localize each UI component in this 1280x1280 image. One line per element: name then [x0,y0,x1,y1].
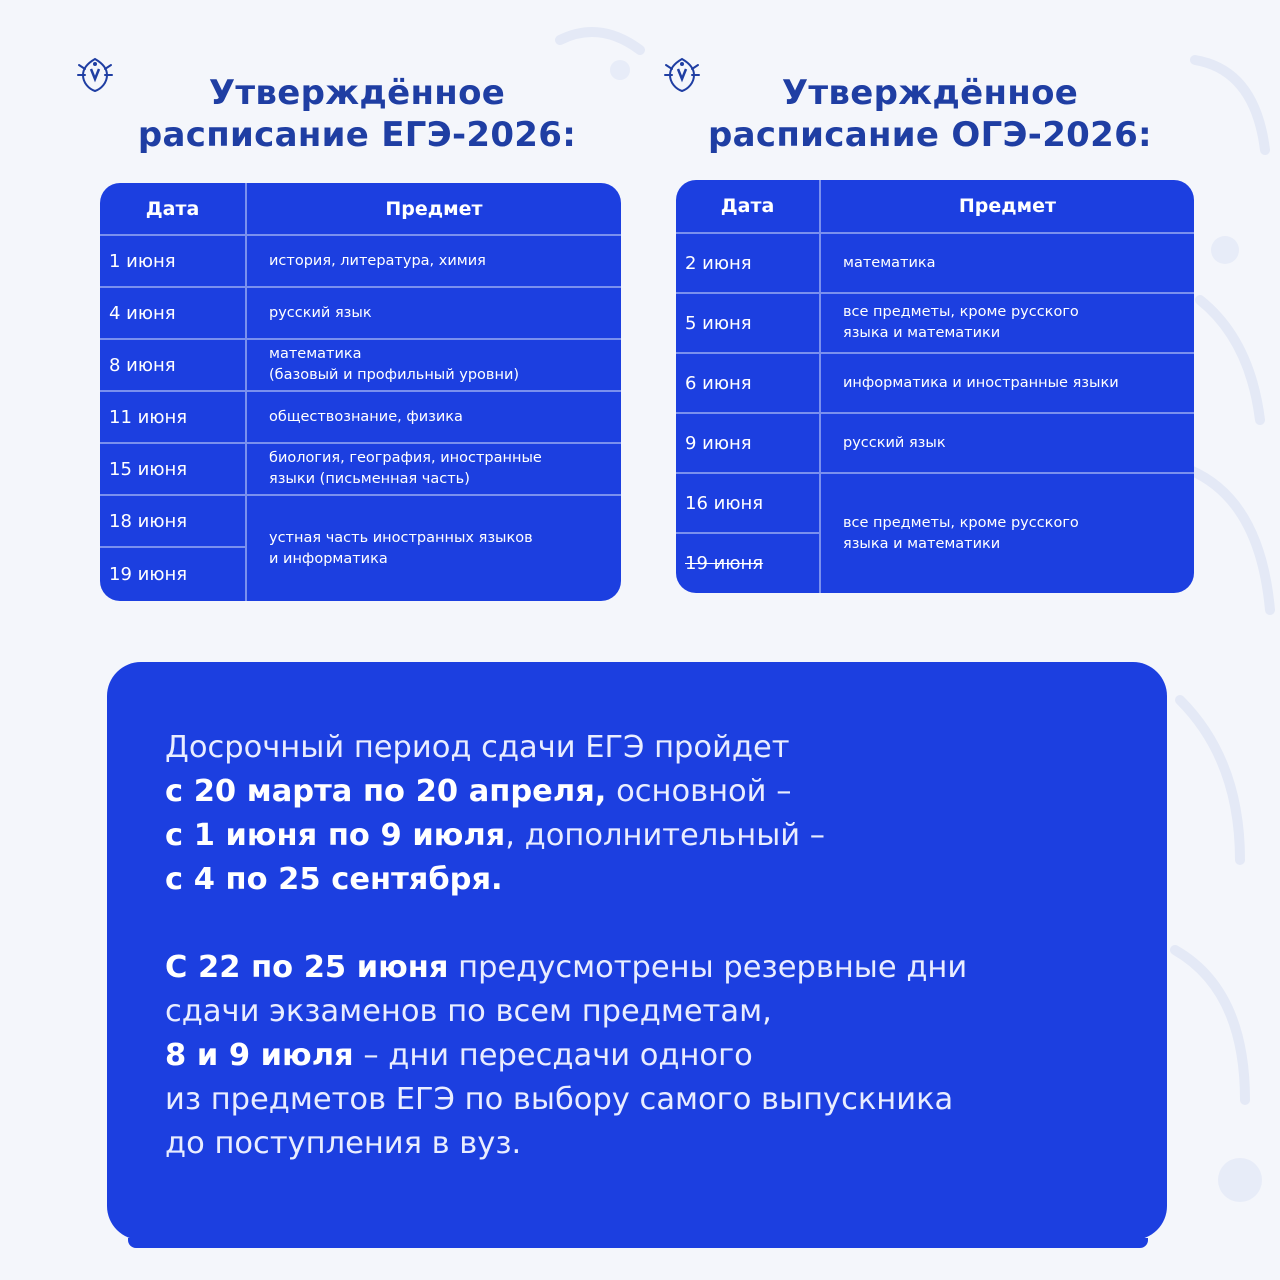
info-line [165,1122,1167,1166]
row-date: 4 июня [100,288,247,340]
row-subject-merged: все предметы, кроме русского языка и математики [843,514,1079,552]
info-text-bold: С 22 по 25 июня [165,950,449,985]
info-text-bold: с 20 марта по 20 апреля, [165,774,607,809]
info-text: предусмотрены резервные дни [448,950,968,985]
row-date: 19 июня [100,548,247,601]
row-date: 6 июня [676,354,821,414]
row-date: 19 июня [676,534,821,593]
info-line [165,858,1167,902]
row-subject-merged: устная часть иностранных языков и информатика [269,529,533,567]
info-line [165,726,1167,770]
ege-title-line2: расписание ЕГЭ-2026: [137,115,577,155]
info-card-bottom-strip [128,1238,1148,1248]
row-date: 11 июня [100,392,247,444]
row-subject: русский язык [247,288,621,340]
info-text: Досрочный период сдачи ЕГЭ пройдет [165,730,790,765]
ege-title [92,72,622,156]
info-text: , дополнительный – [505,818,826,853]
info-text: из предметов ЕГЭ по выбору самого выпускника [165,1082,954,1117]
row-subject: информатика и иностранные языки [821,354,1194,414]
info-line [165,814,1167,858]
info-text: – дни пересдачи одного [353,1038,753,1073]
ege-schedule-table [100,183,621,601]
oge-title-line2: расписание ОГЭ-2026: [708,115,1152,155]
info-line [165,1078,1167,1122]
oge-title [660,72,1200,156]
row-subject: биология, география, иностранные языки (письменная часть) [247,444,621,496]
info-text-bold: с 4 по 25 сентября. [165,862,503,897]
info-text: основной – [606,774,792,809]
info-text-bold: с 1 июня по 9 июля [165,818,506,853]
header-date: Дата [100,183,247,236]
oge-title-line1: Утверждённое [781,73,1079,113]
info-text: до поступления в вуз. [165,1126,522,1161]
row-date: 16 июня [676,474,821,534]
header-subject: Предмет [247,183,621,236]
header-subject: Предмет [821,180,1194,234]
header-date: Дата [676,180,821,234]
row-date: 18 июня [100,496,247,548]
row-date: 8 июня [100,340,247,392]
row-subject: обществознание, физика [247,392,621,444]
row-subject: русский язык [821,414,1194,474]
info-line [165,990,1167,1034]
info-line [165,946,1167,990]
oge-schedule-table [676,180,1194,593]
row-date: 5 июня [676,294,821,354]
row-date: 2 июня [676,234,821,294]
row-date: 15 июня [100,444,247,496]
row-subject: математика [821,234,1194,294]
row-date: 1 июня [100,236,247,288]
info-line [165,770,1167,814]
row-subject: математика (базовый и профильный уровни) [247,340,621,392]
info-card [107,662,1167,1240]
info-text: сдачи экзаменов по всем предметам, [165,994,772,1029]
row-subject: все предметы, кроме русского языка и математики [821,294,1194,354]
info-text-bold: 8 и 9 июля [165,1038,354,1073]
row-date: 9 июня [676,414,821,474]
ege-title-line1: Утверждённое [208,73,506,113]
info-line [165,1034,1167,1078]
row-subject: история, литература, химия [247,236,621,288]
